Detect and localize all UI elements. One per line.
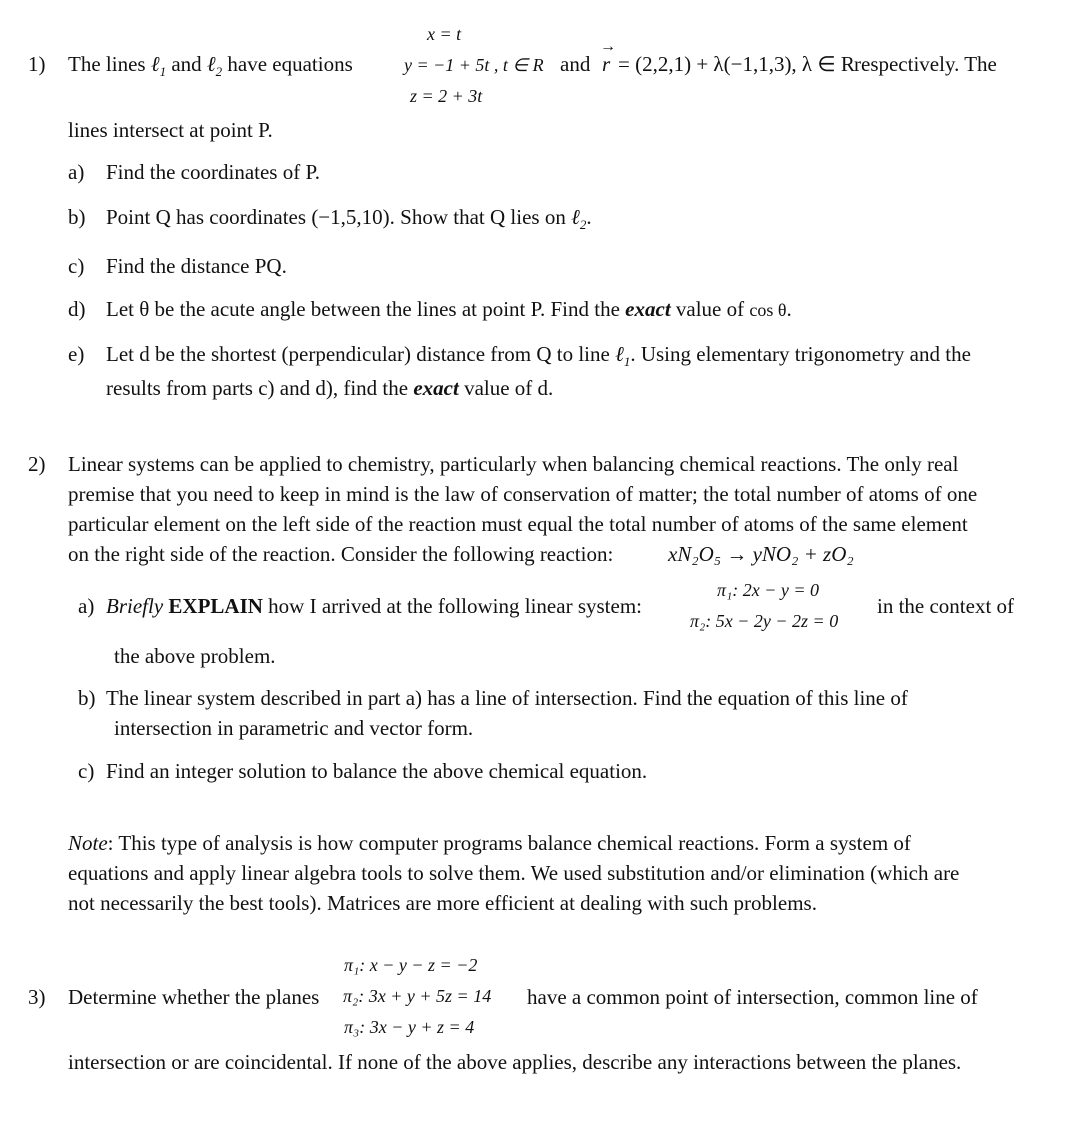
q1b-coordinates: (−1,5,10) — [311, 205, 390, 229]
q1e-exact: exact — [413, 376, 459, 400]
q2-note-line-2: equations and apply linear algebra tools to solve them. We used substitution and/or elimination (which are — [68, 861, 960, 885]
q2c-label: c) — [78, 759, 95, 783]
q1d-text-b: value of — [675, 297, 745, 321]
q2-line-4: on the right side of the reaction. Consider the following reaction: — [68, 542, 614, 566]
q3-pi1: π₁: x − y − z = −2 — [344, 955, 478, 975]
q1-and: and — [171, 52, 202, 76]
q2b-line-1: The linear system described in part a) has a line of intersection. Find the equation of this line of — [106, 686, 908, 710]
q1e-line2 — [106, 376, 553, 400]
q1e-text — [106, 342, 971, 369]
q2a-pi1: π₁: 2x − y = 0 — [717, 580, 820, 600]
q1b-end: . — [586, 205, 592, 229]
q1-eq-z: z = 2 + 3t — [410, 86, 483, 106]
q2-line-3: particular element on the left side of the reaction must equal the total number of atoms of the same element — [68, 512, 968, 536]
q2a-briefly: Briefly — [106, 594, 164, 618]
q1a-label: a) — [68, 160, 85, 184]
q1e-text-b: . Using elementary trigonometry and the — [630, 342, 971, 366]
q1-intro — [68, 52, 353, 79]
q1-ell1: ℓ$_1$ — [150, 52, 167, 79]
q2a-line-2: the above problem. — [114, 644, 276, 668]
q2-number: 2) — [28, 452, 46, 476]
q3-text-b: have a common point of intersection, common line of — [527, 985, 978, 1009]
q1-vec-r: r — [602, 52, 611, 76]
q1d-end: . — [786, 297, 792, 321]
q2-note-line-1 — [68, 831, 911, 855]
q3-text-a: Determine whether the planes — [68, 985, 320, 1009]
q3-pi3: π₃: 3x − y + z = 4 — [344, 1017, 475, 1037]
q2c-text: Find an integer solution to balance the above chemical equation. — [106, 759, 648, 783]
q1-number: 1) — [28, 52, 46, 76]
q1c-label: c) — [68, 254, 85, 278]
q1-have-text: have equations — [227, 52, 353, 76]
q3-line-2: intersection or are coincidental. If none of the above applies, describe any interactions between the planes. — [68, 1050, 962, 1074]
q1-respectively: respectively. The — [854, 52, 997, 76]
q1e-text-a: Let d be the shortest (perpendicular) distance from Q to line — [106, 342, 610, 366]
q1b-text-b: . Show that Q lies on — [389, 205, 566, 229]
q1b-label: b) — [68, 205, 86, 229]
q2-note-line-3: not necessarily the best tools). Matrices are more efficient at dealing with such problems. — [68, 891, 817, 915]
q1d-exact: exact — [625, 297, 671, 321]
q1c-text: Find the distance PQ. — [106, 254, 287, 278]
q2a-label: a) — [78, 594, 95, 618]
q2b-line-2: intersection in parametric and vector form. — [114, 716, 474, 740]
q2b-label: b) — [78, 686, 96, 710]
q2-line-1: Linear systems can be applied to chemistry, particularly when balancing chemical reactions. The only real — [68, 452, 959, 476]
q2-reaction: xN₂O₅ → yNO₂ + zO₂ — [668, 542, 854, 566]
q1e-line2-b: value of d. — [464, 376, 554, 400]
q1e-line2-a: results from parts c) and d), find the — [106, 376, 409, 400]
vector-arrow-icon: → — [600, 38, 616, 55]
q1-intersect-text: lines intersect at point P. — [68, 118, 273, 142]
q1-vec-eq: = (2,2,1) + λ(−1,1,3), λ ∈ R — [618, 52, 855, 76]
q2-note-label: Note — [68, 831, 108, 855]
q1d-text — [106, 297, 792, 321]
q1-intro-text: The lines — [68, 52, 146, 76]
q2-line-2: premise that you need to keep in mind is the law of conservation of matter; the total number of atoms of one — [68, 482, 978, 506]
q2a-tail: in the context of — [877, 594, 1015, 618]
q1b-ell2: ℓ$_2$ — [571, 205, 587, 232]
q2a-text — [106, 594, 642, 618]
q1e-label: e) — [68, 342, 85, 366]
q3-pi2: π₂: 3x + y + 5z = 14 — [343, 986, 492, 1006]
q1d-cos-theta: cos θ — [749, 300, 787, 320]
q1b-text — [106, 205, 592, 232]
q1d-label: d) — [68, 297, 86, 321]
q1b-text-a: Point Q has coordinates — [106, 205, 307, 229]
q2a-pi2: π₂: 5x − 2y − 2z = 0 — [690, 611, 839, 631]
q1-eq-x: x = t — [427, 24, 462, 44]
q2a-explain: EXPLAIN — [168, 594, 263, 618]
q1d-text-a: Let θ be the acute angle between the lines at point P. Find the — [106, 297, 620, 321]
q1-ell2: ℓ$_2$ — [206, 52, 223, 79]
q1-eq-y: y = −1 + 5t , t ∈ R — [404, 55, 544, 75]
q1a-text: Find the coordinates of P. — [106, 160, 321, 184]
q2a-text-main: how I arrived at the following linear system: — [268, 594, 642, 618]
q1e-ell1: ℓ$_1$ — [615, 342, 631, 369]
q1-and-2: and — [560, 52, 591, 76]
q2-note-text: : This type of analysis is how computer programs balance chemical reactions. Form a system of — [107, 831, 911, 855]
q3-number: 3) — [28, 985, 46, 1009]
